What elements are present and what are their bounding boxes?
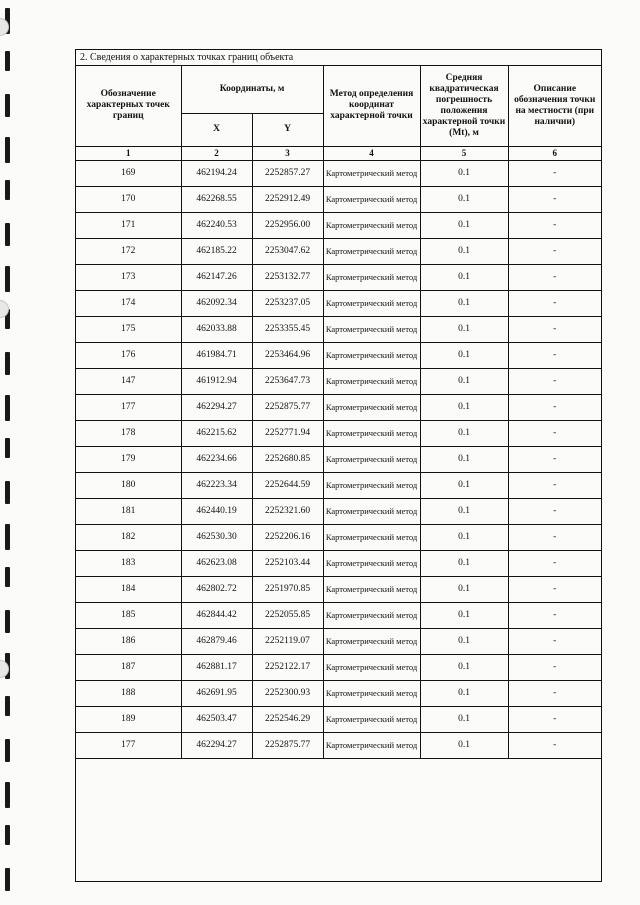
method-cell: Картометрический метод bbox=[323, 186, 420, 212]
mt-cell: 0.1 bbox=[420, 602, 508, 628]
y-cell: 2252875.77 bbox=[252, 732, 323, 758]
binding-mark bbox=[5, 266, 10, 292]
description-cell: - bbox=[508, 602, 601, 628]
document-sheet bbox=[75, 49, 602, 882]
header-point-designation: Обозначение характерных точек границ bbox=[76, 66, 181, 146]
y-cell: 2252122.17 bbox=[252, 654, 323, 680]
table-row bbox=[76, 290, 601, 316]
method-cell: Картометрический метод bbox=[323, 394, 420, 420]
y-cell: 2252644.59 bbox=[252, 472, 323, 498]
mt-cell: 0.1 bbox=[420, 446, 508, 472]
binding-mark bbox=[5, 438, 10, 458]
point-cell: 182 bbox=[76, 524, 181, 550]
point-cell: 189 bbox=[76, 706, 181, 732]
table-row bbox=[76, 316, 601, 342]
description-cell: - bbox=[508, 264, 601, 290]
y-cell: 2252680.85 bbox=[252, 446, 323, 472]
y-cell: 2252321.60 bbox=[252, 498, 323, 524]
point-cell: 185 bbox=[76, 602, 181, 628]
boundary-points-table bbox=[76, 66, 601, 759]
x-cell: 462844.42 bbox=[181, 602, 252, 628]
method-cell: Картометрический метод bbox=[323, 628, 420, 654]
y-cell: 2252119.07 bbox=[252, 628, 323, 654]
header-mean-error: Средняя квадратическая погрешность положения характерной точки (Mt), м bbox=[420, 66, 508, 146]
description-cell: - bbox=[508, 498, 601, 524]
point-cell: 169 bbox=[76, 160, 181, 186]
x-cell: 462092.34 bbox=[181, 290, 252, 316]
y-cell: 2251970.85 bbox=[252, 576, 323, 602]
table-row bbox=[76, 238, 601, 264]
column-number: 1 bbox=[76, 146, 181, 160]
mt-cell: 0.1 bbox=[420, 498, 508, 524]
mt-cell: 0.1 bbox=[420, 550, 508, 576]
method-cell: Картометрический метод bbox=[323, 316, 420, 342]
mt-cell: 0.1 bbox=[420, 680, 508, 706]
y-cell: 2252055.85 bbox=[252, 602, 323, 628]
table-row bbox=[76, 472, 601, 498]
point-cell: 173 bbox=[76, 264, 181, 290]
x-cell: 462503.47 bbox=[181, 706, 252, 732]
description-cell: - bbox=[508, 420, 601, 446]
table-row bbox=[76, 368, 601, 394]
point-cell: 178 bbox=[76, 420, 181, 446]
y-cell: 2253047.62 bbox=[252, 238, 323, 264]
table-row bbox=[76, 680, 601, 706]
method-cell: Картометрический метод bbox=[323, 212, 420, 238]
column-number: 2 bbox=[181, 146, 252, 160]
method-cell: Картометрический метод bbox=[323, 238, 420, 264]
point-cell: 187 bbox=[76, 654, 181, 680]
mt-cell: 0.1 bbox=[420, 732, 508, 758]
description-cell: - bbox=[508, 446, 601, 472]
mt-cell: 0.1 bbox=[420, 576, 508, 602]
y-cell: 2252956.00 bbox=[252, 212, 323, 238]
point-cell: 174 bbox=[76, 290, 181, 316]
x-cell: 462215.62 bbox=[181, 420, 252, 446]
binding-mark bbox=[5, 223, 10, 246]
table-row bbox=[76, 524, 601, 550]
method-cell: Картометрический метод bbox=[323, 498, 420, 524]
method-cell: Картометрический метод bbox=[323, 680, 420, 706]
point-cell: 188 bbox=[76, 680, 181, 706]
point-cell: 184 bbox=[76, 576, 181, 602]
mt-cell: 0.1 bbox=[420, 212, 508, 238]
column-number-row bbox=[76, 146, 601, 160]
binding-mark bbox=[5, 825, 10, 845]
column-number: 6 bbox=[508, 146, 601, 160]
method-cell: Картометрический метод bbox=[323, 290, 420, 316]
y-cell: 2252103.44 bbox=[252, 550, 323, 576]
description-cell: - bbox=[508, 732, 601, 758]
point-cell: 177 bbox=[76, 732, 181, 758]
x-cell: 461912.94 bbox=[181, 368, 252, 394]
binding-mark bbox=[5, 94, 10, 117]
x-cell: 462268.55 bbox=[181, 186, 252, 212]
y-cell: 2253464.96 bbox=[252, 342, 323, 368]
mt-cell: 0.1 bbox=[420, 394, 508, 420]
method-cell: Картометрический метод bbox=[323, 264, 420, 290]
description-cell: - bbox=[508, 186, 601, 212]
x-cell: 462881.17 bbox=[181, 654, 252, 680]
y-cell: 2252206.16 bbox=[252, 524, 323, 550]
binding-mark bbox=[5, 782, 10, 808]
method-cell: Картометрический метод bbox=[323, 420, 420, 446]
y-cell: 2252546.29 bbox=[252, 706, 323, 732]
description-cell: - bbox=[508, 550, 601, 576]
point-cell: 170 bbox=[76, 186, 181, 212]
y-cell: 2253132.77 bbox=[252, 264, 323, 290]
point-cell: 183 bbox=[76, 550, 181, 576]
table-row bbox=[76, 602, 601, 628]
header-coordinates: Координаты, м bbox=[181, 66, 323, 113]
binding-mark bbox=[5, 524, 10, 550]
description-cell: - bbox=[508, 628, 601, 654]
description-cell: - bbox=[508, 342, 601, 368]
y-cell: 2252300.93 bbox=[252, 680, 323, 706]
table-row bbox=[76, 576, 601, 602]
description-cell: - bbox=[508, 680, 601, 706]
method-cell: Картометрический метод bbox=[323, 160, 420, 186]
x-cell: 462530.30 bbox=[181, 524, 252, 550]
table-row bbox=[76, 342, 601, 368]
description-cell: - bbox=[508, 394, 601, 420]
point-cell: 181 bbox=[76, 498, 181, 524]
mt-cell: 0.1 bbox=[420, 264, 508, 290]
method-cell: Картометрический метод bbox=[323, 472, 420, 498]
table-row bbox=[76, 550, 601, 576]
x-cell: 462294.27 bbox=[181, 732, 252, 758]
method-cell: Картометрический метод bbox=[323, 732, 420, 758]
x-cell: 462802.72 bbox=[181, 576, 252, 602]
mt-cell: 0.1 bbox=[420, 368, 508, 394]
x-cell: 462240.53 bbox=[181, 212, 252, 238]
description-cell: - bbox=[508, 368, 601, 394]
mt-cell: 0.1 bbox=[420, 420, 508, 446]
mt-cell: 0.1 bbox=[420, 524, 508, 550]
binding-mark bbox=[5, 180, 10, 200]
mt-cell: 0.1 bbox=[420, 342, 508, 368]
binding-mark bbox=[5, 137, 10, 163]
description-cell: - bbox=[508, 706, 601, 732]
binding-edge bbox=[0, 0, 22, 905]
table-body bbox=[76, 160, 601, 758]
y-cell: 2253237.05 bbox=[252, 290, 323, 316]
table-row bbox=[76, 654, 601, 680]
x-cell: 462691.95 bbox=[181, 680, 252, 706]
point-cell: 172 bbox=[76, 238, 181, 264]
point-cell: 180 bbox=[76, 472, 181, 498]
description-cell: - bbox=[508, 290, 601, 316]
description-cell: - bbox=[508, 472, 601, 498]
binding-mark bbox=[5, 567, 10, 587]
y-cell: 2253647.73 bbox=[252, 368, 323, 394]
point-cell: 171 bbox=[76, 212, 181, 238]
mt-cell: 0.1 bbox=[420, 186, 508, 212]
point-cell: 179 bbox=[76, 446, 181, 472]
mt-cell: 0.1 bbox=[420, 290, 508, 316]
method-cell: Картометрический метод bbox=[323, 654, 420, 680]
column-number: 5 bbox=[420, 146, 508, 160]
table-row bbox=[76, 628, 601, 654]
y-cell: 2252771.94 bbox=[252, 420, 323, 446]
table-row bbox=[76, 186, 601, 212]
x-cell: 462879.46 bbox=[181, 628, 252, 654]
binding-mark bbox=[5, 696, 10, 716]
method-cell: Картометрический метод bbox=[323, 368, 420, 394]
method-cell: Картометрический метод bbox=[323, 576, 420, 602]
y-cell: 2253355.45 bbox=[252, 316, 323, 342]
point-cell: 176 bbox=[76, 342, 181, 368]
description-cell: - bbox=[508, 212, 601, 238]
mt-cell: 0.1 bbox=[420, 472, 508, 498]
description-cell: - bbox=[508, 160, 601, 186]
x-cell: 461984.71 bbox=[181, 342, 252, 368]
column-number: 3 bbox=[252, 146, 323, 160]
header-description: Описание обозначения точки на местности (при наличии) bbox=[508, 66, 601, 146]
binding-mark bbox=[5, 739, 10, 762]
description-cell: - bbox=[508, 524, 601, 550]
binding-mark bbox=[5, 51, 10, 71]
x-cell: 462194.24 bbox=[181, 160, 252, 186]
x-cell: 462223.34 bbox=[181, 472, 252, 498]
mt-cell: 0.1 bbox=[420, 316, 508, 342]
description-cell: - bbox=[508, 316, 601, 342]
description-cell: - bbox=[508, 654, 601, 680]
mt-cell: 0.1 bbox=[420, 238, 508, 264]
method-cell: Картометрический метод bbox=[323, 446, 420, 472]
table-row bbox=[76, 420, 601, 446]
binding-mark bbox=[5, 395, 10, 421]
description-cell: - bbox=[508, 238, 601, 264]
table-row bbox=[76, 706, 601, 732]
section-title: 2. Сведения о характерных точках границ объекта bbox=[76, 50, 601, 66]
table-row bbox=[76, 498, 601, 524]
x-cell: 462440.19 bbox=[181, 498, 252, 524]
binding-mark bbox=[5, 352, 10, 375]
mt-cell: 0.1 bbox=[420, 160, 508, 186]
header-method: Метод определения координат характерной точки bbox=[323, 66, 420, 146]
column-number: 4 bbox=[323, 146, 420, 160]
table-row bbox=[76, 732, 601, 758]
table-row bbox=[76, 446, 601, 472]
mt-cell: 0.1 bbox=[420, 706, 508, 732]
method-cell: Картометрический метод bbox=[323, 706, 420, 732]
mt-cell: 0.1 bbox=[420, 654, 508, 680]
x-cell: 462623.08 bbox=[181, 550, 252, 576]
point-cell: 147 bbox=[76, 368, 181, 394]
mt-cell: 0.1 bbox=[420, 628, 508, 654]
x-cell: 462185.22 bbox=[181, 238, 252, 264]
y-cell: 2252875.77 bbox=[252, 394, 323, 420]
header-y: Y bbox=[252, 113, 323, 146]
description-cell: - bbox=[508, 576, 601, 602]
table-row bbox=[76, 212, 601, 238]
point-cell: 175 bbox=[76, 316, 181, 342]
binding-mark bbox=[5, 610, 10, 633]
method-cell: Картометрический метод bbox=[323, 342, 420, 368]
table-row bbox=[76, 264, 601, 290]
method-cell: Картометрический метод bbox=[323, 550, 420, 576]
header-x: X bbox=[181, 113, 252, 146]
y-cell: 2252912.49 bbox=[252, 186, 323, 212]
point-cell: 186 bbox=[76, 628, 181, 654]
table-row bbox=[76, 394, 601, 420]
y-cell: 2252857.27 bbox=[252, 160, 323, 186]
x-cell: 462234.66 bbox=[181, 446, 252, 472]
x-cell: 462294.27 bbox=[181, 394, 252, 420]
method-cell: Картометрический метод bbox=[323, 524, 420, 550]
x-cell: 462147.26 bbox=[181, 264, 252, 290]
binding-mark bbox=[5, 481, 10, 504]
table-row bbox=[76, 160, 601, 186]
binding-mark bbox=[5, 868, 10, 891]
point-cell: 177 bbox=[76, 394, 181, 420]
method-cell: Картометрический метод bbox=[323, 602, 420, 628]
x-cell: 462033.88 bbox=[181, 316, 252, 342]
